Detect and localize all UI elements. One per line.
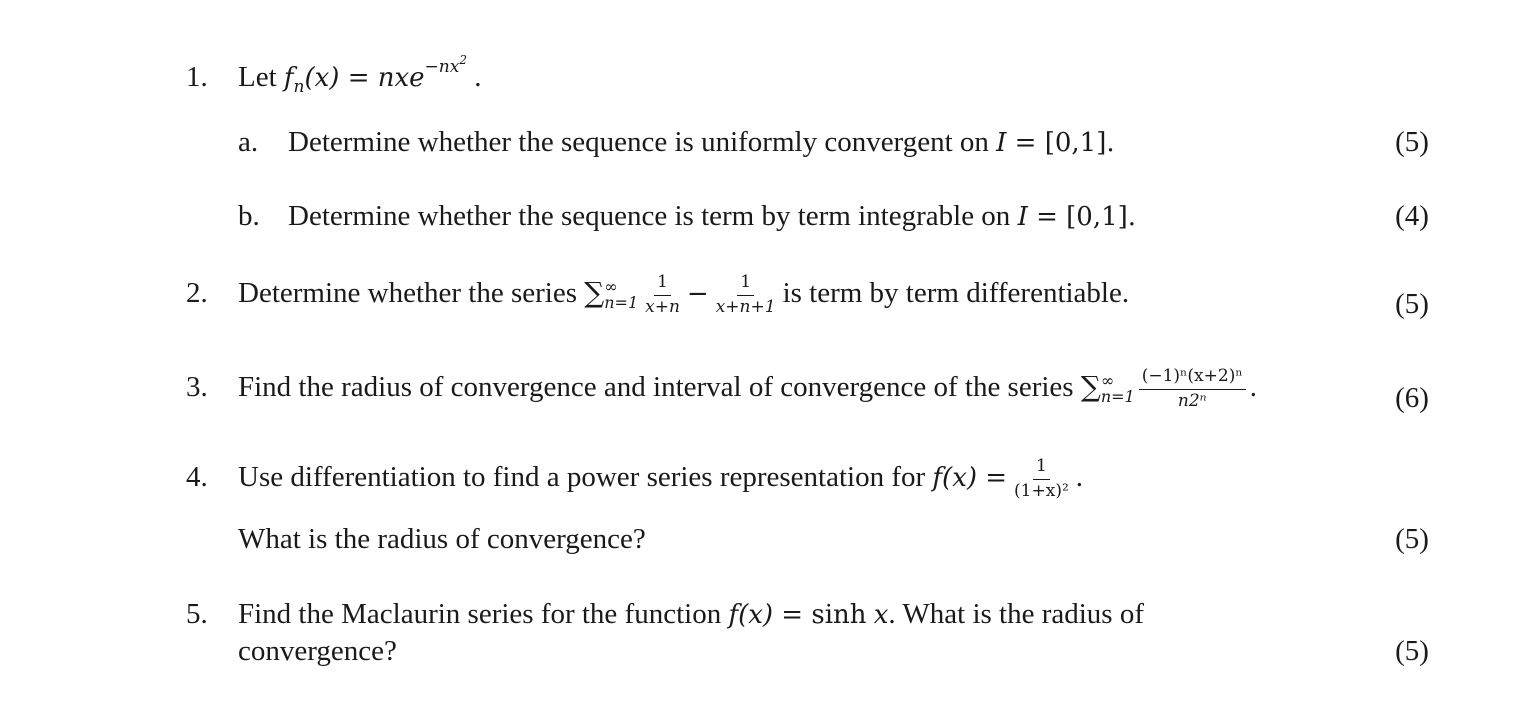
sum-limits: ∞ n=1 [1100,371,1135,407]
question-number: 2. [186,277,208,309]
formula-exponent: −nx2 [424,53,467,77]
function-lhs: f(x) = [932,463,1008,493]
sum-symbol: ∑ [584,276,605,309]
sum-symbol: ∑ [1080,370,1101,403]
interval-var: I [1017,202,1028,232]
fraction-1: $\frac{1}{x+n}$ [645,272,680,317]
formula-f: f [283,63,294,93]
question-number: 5. [186,598,208,630]
fraction-2: $\frac{1}{x+n+1}$ [715,272,776,317]
question-text: Determine whether the series [238,277,577,309]
question-1 [186,54,481,96]
formula-subscript: n [293,77,305,97]
question-text: Use differentiation to find a power series representation for [238,461,926,493]
function-var: x [873,600,889,630]
question-number: 3. [186,371,208,403]
question-3 [186,368,1257,411]
question-text-end: is term by term differentiable. [782,277,1130,309]
question-text-end: . What is the radius of [888,598,1144,630]
period: . [1075,461,1084,493]
marks-2: (5) [1395,288,1429,320]
interval-var: I [996,128,1007,158]
question-1b [238,202,1136,231]
marks-1b: (4) [1395,200,1429,232]
question-5 [186,600,1144,629]
period: . [1249,371,1257,403]
interval-value: = [0,1]. [1006,128,1115,158]
question-text: Let [238,61,277,93]
sum-limits: ∞ n=1 [604,277,639,313]
marks-4: (5) [1395,523,1429,555]
question-4 [186,458,1083,501]
function-name: f(x) [728,600,774,630]
question-text: Find the Maclaurin series for the function [238,598,722,630]
part-label: b. [238,200,260,232]
question-4-line2: What is the radius of convergence? [238,523,646,555]
formula-period: . [474,61,482,93]
question-5-line2: convergence? [238,635,397,667]
marks-5: (5) [1395,635,1429,667]
function-def: = sinh [773,600,867,630]
question-2 [186,274,1129,317]
interval-value: = [0,1]. [1027,202,1137,232]
question-number: 1. [186,61,208,93]
part-label: a. [238,126,259,158]
formula-body: (x) = nxe [304,63,425,93]
fraction: $\frac{\text{(−1)ⁿ(x+2)ⁿ}}{\text{n2ⁿ}}$ [1139,368,1246,411]
question-number: 4. [186,461,208,493]
part-text: Determine whether the sequence is term by term integrable on [288,200,1011,232]
fraction: $\frac{1}{\text{(1+x)²}}$ [1014,456,1069,501]
marks-1a: (5) [1395,126,1429,158]
marks-3: (6) [1395,382,1429,414]
minus-sign: − [686,279,709,309]
part-text: Determine whether the sequence is uniformly convergent on [288,126,989,158]
question-1a [238,128,1115,157]
question-text: Find the radius of convergence and interval of convergence of the series [238,371,1074,403]
